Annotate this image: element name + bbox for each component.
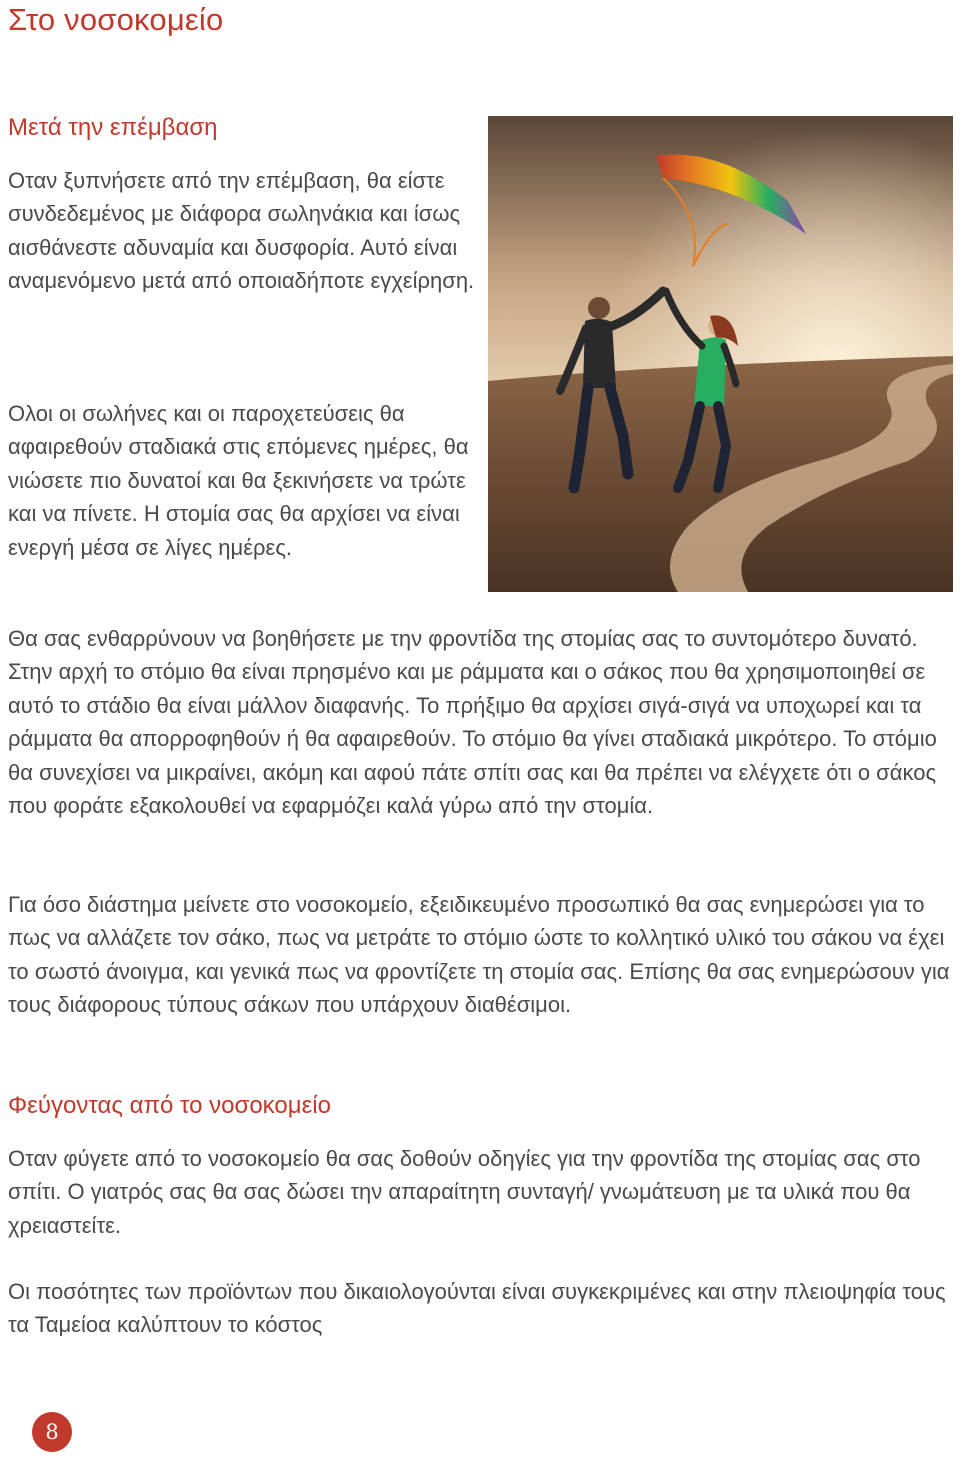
paragraph-hospital-staff: Για όσο διάστημα μείνετε στο νοσοκομείο, εξειδικευμένο προσωπικό θα σας ενημερώσει για το πως να αλλάζετε τον σάκο, πως να μετράτε το στόμιο ώστε το κολλητικό υλικό του σάκου να έχει το σωστό άνοιγμα, και γενικά πως να φροντίζετε τη στομία σας. Επίσης θα σας ενημερώσουν για τους διάφορους τύπους σάκων που υπάρχουν διαθέσιμοι. (8, 892, 950, 1018)
page-title: Στο νοσοκομείο (8, 2, 224, 37)
paragraph-stoma-care: Θα σας ενθαρρύνουν να βοηθήσετε με την φροντίδα της στομίας σας το συντομότερο δυνατό. Στην αρχή το στόμιο θα είναι πρησμένο και με ράμματα και ο σάκος που θα χρησιμοποιηθεί σε αυτό το στάδιο θα είναι μάλλον διαφανής. Το πρήξιμο θα αρχίσει σιγά-σιγά να υποχωρεί και τα ράμματα θα απορροφηθούν ή θα αφαιρεθούν. Το στόμιο θα γίνει σταδιακά μικρότερο. Το στόμιο θα συνεχίσει να μικραίνει, ακόμη και αφού πάτε σπίτι σας και θα πρέπει να ελέγχετε ότι ο σάκος που φοράτε εξακολουθεί να εφαρμόζει καλά γύρω από την στομία. (8, 626, 937, 819)
couple-flying-kite-photo (488, 116, 953, 592)
paragraph-product-quantities: Οι ποσότητες των προϊόντων που δικαιολογούνται είναι συγκεκριμένες και στην πλειοψηφία τους τα Ταμείοα καλύπτουν το κόστος (8, 1279, 946, 1338)
section-heading-after-surgery: Μετά την επέμβαση (8, 114, 218, 141)
paragraph-waking-up: Οταν ξυπνήσετε από την επέμβαση, θα είστε συνδεδεμένος με διάφορα σωληνάκια και ίσως αισθάνεστε αδυναμία και δυσφορία. Αυτό είναι αναμενόμενο μετά από οποιαδήποτε εγχείρηση. (8, 168, 475, 294)
paragraph-discharge-instructions: Οταν φύγετε από το νοσοκομείο θα σας δοθούν οδηγίες για την φροντίδα της στομίας σας στο σπίτι. Ο γιατρός σας θα σας δώσει την απαραίτητη συνταγή/ γνωμάτευση με τα υλικά που θα χρειαστείτε. (8, 1146, 921, 1238)
section-heading-leaving-hospital: Φεύγοντας από το νοσοκομείο (8, 1092, 331, 1119)
page-number-badge: 8 (32, 1412, 72, 1452)
paragraph-tubes-removal: Ολοι οι σωλήνες και οι παροχετεύσεις θα αφαιρεθούν σταδιακά στις επόμενες ημέρες, θα νιώσετε πιο δυνατοί και θα ξεκινήσετε να τρώτε και να πίνετε. Η στομία σας θα αρχίσει να είναι ενεργή μέσα σε λίγες ημέρες. (8, 401, 469, 560)
